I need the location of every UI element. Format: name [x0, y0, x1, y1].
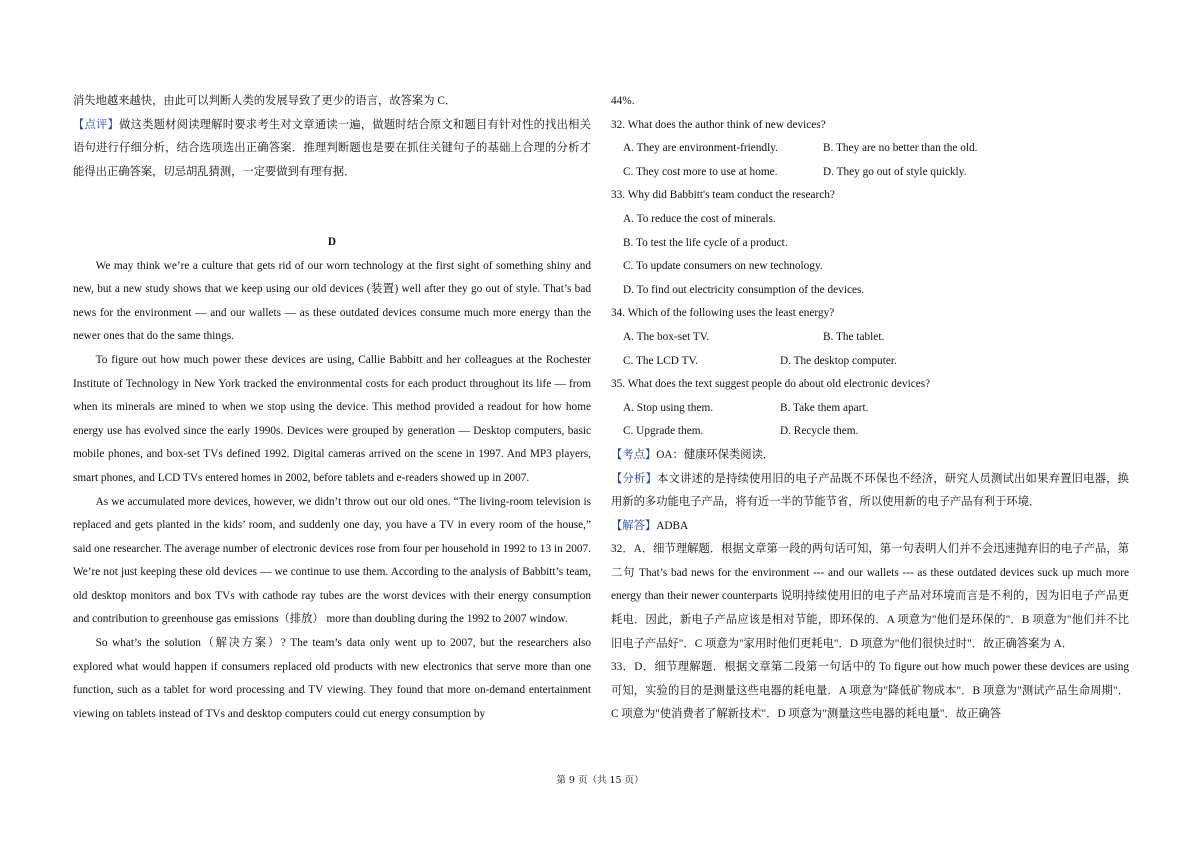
test-point-tag: 【考点】: [611, 448, 657, 461]
option-35-b: B. Take them apart.: [780, 401, 869, 414]
question-34-options-row-2: [611, 350, 1129, 374]
answer-line: [611, 515, 1129, 539]
analysis-paragraph: [611, 468, 1129, 515]
option-33-a-row: [611, 208, 1129, 232]
option-32-b: B. They are no better than the old.: [823, 142, 978, 155]
passage-paragraph-2: To figure out how much power these devices are using, Callie Babbitt and her colleagues at the Rochester Institute of Technology in New York tracked the environmental costs for each product throughout its life — from when its minerals are mined to when we stop using the device. This method provided a readout for how home energy use has evolved since the early 1990s. Devices were grouped by generation — Desktop computers, basic mobile phones, and box-set TVs defined 1992. Digital cameras arrived on the scene in 1997. And MP3 players, smart phones, and LCD TVs entered homes in 2002, before tablets and e-readers showed up in 2007.: [73, 353, 591, 484]
spacer: [73, 184, 591, 208]
option-33-a: A. To reduce the cost of minerals.: [623, 212, 776, 225]
test-point-text: OA：健康环保类阅读．: [656, 448, 775, 461]
left-column: [73, 90, 591, 726]
answer-text: ADBA: [656, 519, 689, 532]
explanation-32: 32．A．细节理解题．根据文章第一段的两句话可知，第一句表明人们并不会迅速抛弃旧的电子产品，第二句 That’s bad news for the environment --- and our wallets --- as these outdated devices suck up much more energy than their newer counterparts 说明持续使用旧的电子产品对环境而言是不利的，因为旧电子产品更耗电．因此，新电子产品应该是相对节能，即环保的．A 项意为"他们是环保的"．B 项意为"他们并不比旧电子产品好"．C 项意为"家用时他们更耗电"．D 项意为"他们很快过时"．故正确答案为 A．: [611, 543, 1129, 650]
option-32-d: D. They go out of style quickly.: [823, 165, 967, 178]
question-35-options-row-2: [611, 420, 1129, 444]
passage-paragraph-4: So what’s the solution（解决方案）? The team’s data only went up to 2007, but the researchers also explored what would happen if consumers replaced old products with new electronics that serve more than one function, such as a tablet for word processing and TV viewing. They found that more on-demand entertainment viewing on tablets instead of TVs and desktop computers could cut energy consumption by: [73, 637, 591, 720]
question-34-options-row-1: [611, 326, 1129, 350]
comment-tag: 【点评】: [73, 118, 120, 131]
option-33-d-row: [611, 279, 1129, 303]
option-34-b: B. The tablet.: [823, 330, 885, 343]
question-35: 35. What does the text suggest people do about old electronic devices?: [611, 378, 931, 391]
option-33-d: D. To find out electricity consumption of the devices.: [623, 283, 865, 296]
test-point-line: [611, 444, 1129, 468]
explanation-33: 33．D．细节理解题．根据文章第二段第一句话中的 To figure out how much power these devices are using 可知，实验的目的是测量这些电器的耗电量．A 项意为"降低矿物成本"．B 项意为"测试产品生命周期"．C 项意为"使消费者了解新技术"．D 项意为"测量这些电器的耗电量"．故正确答: [611, 661, 1129, 721]
option-33-c-row: [611, 255, 1129, 279]
option-34-d: D. The desktop computer.: [780, 354, 897, 367]
option-35-a: A. Stop using them.: [623, 401, 714, 414]
comment-paragraph: [73, 114, 591, 185]
question-32-options-row-2: [611, 161, 1129, 185]
passage-continuation: 44%.: [611, 95, 635, 107]
option-34-c: C. The LCD TV.: [623, 354, 699, 367]
analysis-text: 本文讲述的是持续使用旧的电子产品既不环保也不经济，研究人员测试出如果弃置旧电器，换用新的多功能电子产品，将有近一半的节能节省，所以使用新的电子产品有利于环境．: [611, 472, 1129, 509]
analysis-tag: 【分析】: [611, 472, 658, 485]
previous-answer-text: 消失地越来越快，由此可以判断人类的发展导致了更少的语言，故答案为 C．: [73, 95, 457, 107]
question-33: 33. Why did Babbitt's team conduct the research?: [611, 189, 835, 202]
page-footer: 第 9 页（共 15 页）: [556, 775, 644, 786]
option-32-a: A. They are environment-friendly.: [623, 142, 778, 155]
question-32-options-row-1: [611, 137, 1129, 161]
option-35-d: D. Recycle them.: [780, 425, 859, 438]
question-32: 32. What does the author think of new devices?: [611, 118, 826, 131]
option-33-b: B. To test the life cycle of a product.: [623, 236, 788, 249]
comment-text: 做这类题材阅读理解时要求考生对文章通读一遍，做题时结合原文和题目有针对性的找出相关语句进行仔细分析，结合选项选出正确答案．推理判断题也是要在抓住关键句子的基础上合理的分析才能得出正确答案，切忌胡乱猜测，一定要做到有理有据．: [73, 118, 591, 178]
passage-heading: D: [327, 235, 337, 248]
option-34-a: A. The box-set TV.: [623, 330, 710, 343]
passage-paragraph-3: As we accumulated more devices, however, we didn’t throw out our old ones. “The living-room television is replaced and gets planted in the kids’ room, and suddenly one day, you have a TV in every room of the house,” said one researcher. The average number of electronic devices rose from four per household in 1992 to 13 in 2007. We’re not just keeping these old devices — we continue to use them. According to the analysis of Babbitt’s team, old desktop monitors and box TVs with cathode ray tubes are the worst devices with their energy consumption and contribution to greenhouse gas emissions（排放） more than doubling during the 1992 to 2007 window.: [73, 495, 591, 626]
question-35-options-row-1: [611, 397, 1129, 421]
option-33-b-row: [611, 232, 1129, 256]
question-34: 34. Which of the following uses the least energy?: [611, 307, 835, 320]
option-32-c: C. They cost more to use at home.: [623, 165, 778, 178]
right-column: [611, 90, 1129, 727]
option-33-c: C. To update consumers on new technology.: [623, 260, 823, 273]
option-35-c: C. Upgrade them.: [623, 425, 704, 438]
passage-paragraph-1: We may think we’re a culture that gets rid of our worn technology at the first sight of something shiny and new, but a new study shows that we keep using our old devices (装置) well after they go out of style. That’s bad news for the environment — and our wallets — as these outdated devices consume much more energy than the newer ones that do the same things.: [73, 259, 591, 343]
answer-tag: 【解答】: [611, 519, 657, 532]
